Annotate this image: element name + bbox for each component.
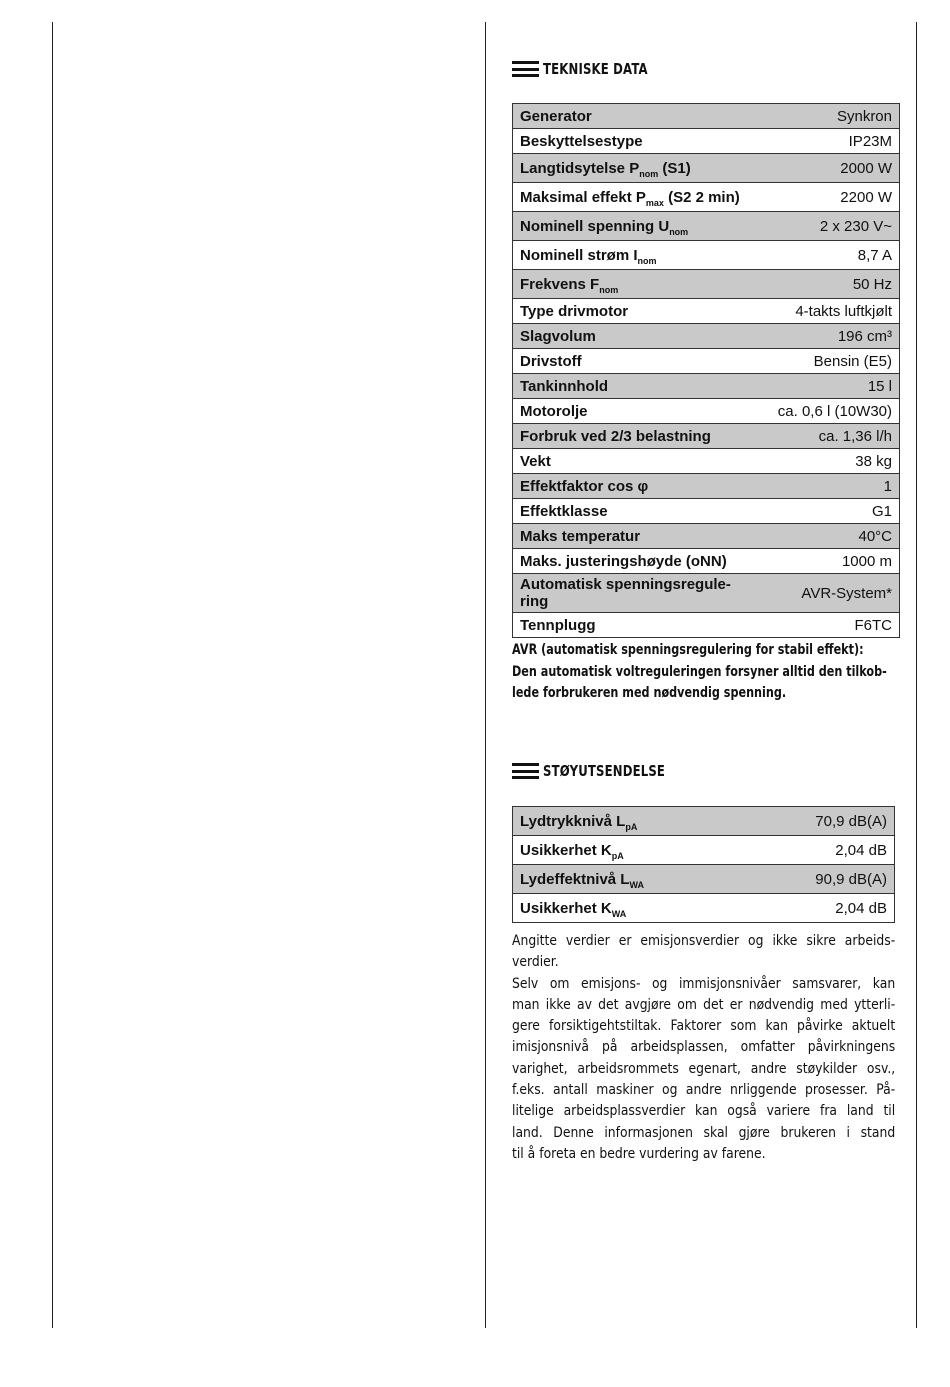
tech-data-title: TEKNISKE DATA xyxy=(543,60,648,78)
spec-label xyxy=(513,299,763,324)
spec-label-text: Tankinnhold xyxy=(520,377,609,395)
noise-section xyxy=(512,761,900,781)
table-row xyxy=(513,241,900,270)
spec-label xyxy=(513,270,763,299)
table-row xyxy=(513,549,900,574)
avr-note-line: lede forbrukeren med nødvendig spenning. xyxy=(512,685,787,701)
spec-value: AVR-System* xyxy=(762,574,899,613)
spec-label xyxy=(513,894,748,923)
spec-label-text: Vekt xyxy=(520,452,551,470)
table-row xyxy=(513,399,900,424)
spec-label-suffix: (S2 2 min) xyxy=(663,188,740,206)
spec-label xyxy=(513,349,763,374)
spec-label xyxy=(513,474,763,499)
tech-data-heading xyxy=(512,59,900,79)
noise-table xyxy=(512,806,895,923)
spec-label-text: Type drivmotor xyxy=(520,302,629,320)
table-row xyxy=(513,299,900,324)
table-row xyxy=(513,613,900,638)
spec-value: G1 xyxy=(762,499,899,524)
spec-label-subscript: pA xyxy=(611,850,624,861)
table-row xyxy=(513,894,895,923)
noise-paragraphs xyxy=(512,931,895,1165)
paragraph-line: f.eks. antall maskiner og andre nrliggende prosesser. På- xyxy=(512,1082,896,1099)
noise-text xyxy=(512,931,945,1165)
spec-label-text-line2: ring xyxy=(520,593,549,610)
spec-value: 2200 W xyxy=(762,183,899,212)
paragraph-line: varighet, arbeidsrommets egenart, andre støykilder osv., xyxy=(512,1060,896,1077)
spec-label-text: Usikkerhet K xyxy=(520,841,612,859)
spec-label xyxy=(513,399,763,424)
spec-label xyxy=(513,449,763,474)
table-row xyxy=(513,349,900,374)
spec-label-text: Drivstoff xyxy=(520,352,582,370)
paragraph-line: til å foreta en bedre vurdering av farene. xyxy=(512,1145,766,1162)
table-row xyxy=(513,836,895,865)
tech-data-section xyxy=(512,59,900,79)
table-row xyxy=(513,212,900,241)
spec-value: 8,7 A xyxy=(762,241,899,270)
table-row xyxy=(513,183,900,212)
spec-value: ca. 0,6 l (10W30) xyxy=(762,399,899,424)
spec-label-subscript: nom xyxy=(639,168,659,179)
spec-value: 2000 W xyxy=(762,154,899,183)
spec-label-text: Usikkerhet K xyxy=(520,899,612,917)
spec-label xyxy=(513,241,763,270)
table-row xyxy=(513,865,895,894)
spec-label xyxy=(513,524,763,549)
spec-label-text: Nominell strøm I xyxy=(520,246,638,264)
tech-data-table xyxy=(512,103,900,638)
spec-value: Synkron xyxy=(762,104,899,129)
spec-label xyxy=(513,212,763,241)
spec-label xyxy=(513,499,763,524)
menu-lines-icon xyxy=(512,61,539,77)
spec-label xyxy=(513,324,763,349)
spec-label xyxy=(513,865,748,894)
spec-value: 15 l xyxy=(762,374,899,399)
table-row xyxy=(513,104,900,129)
paragraph-line: land. Denne informasjonen skal gjøre brukeren i stand xyxy=(512,1124,896,1141)
spec-label-text: Slagvolum xyxy=(520,327,596,345)
table-row xyxy=(513,807,895,836)
spec-label xyxy=(513,574,763,613)
spec-label-text: Nominell spenning U xyxy=(520,217,670,235)
table-row xyxy=(513,524,900,549)
spec-label xyxy=(513,807,748,836)
spec-label-text: Motorolje xyxy=(520,402,588,420)
spec-label-subscript: nom xyxy=(637,255,657,266)
spec-label-subscript: nom xyxy=(599,284,619,295)
spec-value: 2,04 dB xyxy=(748,836,895,865)
spec-label xyxy=(513,424,763,449)
avr-note xyxy=(512,640,900,705)
table-row xyxy=(513,449,900,474)
spec-label xyxy=(513,613,763,638)
noise-heading xyxy=(512,761,900,781)
paragraph-line: man ikke av det avgjøre om det er nødvendig med ytterli- xyxy=(512,996,896,1013)
spec-label-text: Forbruk ved 2/3 belastning xyxy=(520,427,711,445)
spec-value: 90,9 dB(A) xyxy=(748,865,895,894)
spec-label-suffix: (S1) xyxy=(658,159,691,177)
spec-label-text: Lydtrykknivå L xyxy=(520,812,626,830)
spec-value: 1 xyxy=(762,474,899,499)
spec-value: 38 kg xyxy=(762,449,899,474)
table-row xyxy=(513,324,900,349)
paragraph-line: verdier. xyxy=(512,954,559,971)
table-row xyxy=(513,129,900,154)
table-row xyxy=(513,574,900,613)
noise-title: STØYUTSENDELSE xyxy=(543,762,666,780)
spec-value: ca. 1,36 l/h xyxy=(762,424,899,449)
spec-label-text: Effektklasse xyxy=(520,502,608,520)
table-row xyxy=(513,499,900,524)
spec-label-text: Generator xyxy=(520,107,592,125)
spec-label-subscript: WA xyxy=(629,879,644,890)
noise-table-wrap xyxy=(512,806,895,923)
spec-label-text: Lydeffektnivå L xyxy=(520,870,630,888)
spec-label-subscript: pA xyxy=(625,821,638,832)
avr-note-line: Den automatisk voltreguleringen forsyner alltid den tilkob- xyxy=(512,663,887,680)
table-row xyxy=(513,154,900,183)
spec-label-subscript: max xyxy=(645,197,664,208)
spec-value: 2 x 230 V~ xyxy=(762,212,899,241)
spec-value: Bensin (E5) xyxy=(762,349,899,374)
spec-label xyxy=(513,374,763,399)
spec-label xyxy=(513,154,763,183)
spec-value: 4-takts luftkjølt xyxy=(762,299,899,324)
spec-value: 196 cm³ xyxy=(762,324,899,349)
paragraph-line: litelige arbeidsplassverdier kan også variere fra land til xyxy=(512,1103,896,1120)
table-row xyxy=(513,424,900,449)
spec-label-text: Beskyttelsestype xyxy=(520,132,643,150)
spec-label xyxy=(513,549,763,574)
avr-note-line: AVR (automatisk spenningsregulering for stabil effekt): xyxy=(512,642,864,658)
table-row xyxy=(513,474,900,499)
spec-label-subscript: nom xyxy=(669,226,689,237)
spec-label-text: Effektfaktor cos φ xyxy=(520,477,649,495)
paragraph-line: gere forsiktigehtstiltak. Faktorer som kan påvirke aktuelt xyxy=(512,1018,896,1035)
paragraph-line: Angitte verdier er emisjonsverdier og ikke sikre arbeids- xyxy=(512,933,896,949)
spec-label-text: Maks temperatur xyxy=(520,527,641,545)
spec-value: IP23M xyxy=(762,129,899,154)
spec-value: 2,04 dB xyxy=(748,894,895,923)
spec-label xyxy=(513,129,763,154)
table-row xyxy=(513,374,900,399)
spec-label-text: Langtidsytelse P xyxy=(520,159,640,177)
tech-data-table-wrap xyxy=(512,103,900,705)
spec-label-text: Maksimal effekt P xyxy=(520,188,646,206)
menu-lines-icon xyxy=(512,763,539,779)
spec-label xyxy=(513,104,763,129)
spec-label-text: Maks. justeringshøyde (oNN) xyxy=(520,552,727,570)
paragraph-line: Selv om emisjons- og immisjonsnivåer samsvarer, kan xyxy=(512,975,896,992)
center-column-rule xyxy=(485,22,486,1328)
spec-label-text: Tennplugg xyxy=(520,616,596,634)
paragraph-line: imisjonsnivå på arbeidsplassen, omfatter påvirkningens xyxy=(512,1039,896,1056)
spec-value: 50 Hz xyxy=(762,270,899,299)
spec-label xyxy=(513,836,748,865)
spec-label xyxy=(513,183,763,212)
spec-label-subscript: WA xyxy=(611,908,627,919)
spec-value: F6TC xyxy=(762,613,899,638)
spec-label-text: Frekvens F xyxy=(520,275,600,293)
left-column-rule xyxy=(52,22,53,1328)
spec-value: 70,9 dB(A) xyxy=(748,807,895,836)
spec-value: 1000 m xyxy=(762,549,899,574)
spec-label-text: Automatisk spenningsregule- xyxy=(520,576,731,593)
table-row xyxy=(513,270,900,299)
spec-value: 40°C xyxy=(762,524,899,549)
